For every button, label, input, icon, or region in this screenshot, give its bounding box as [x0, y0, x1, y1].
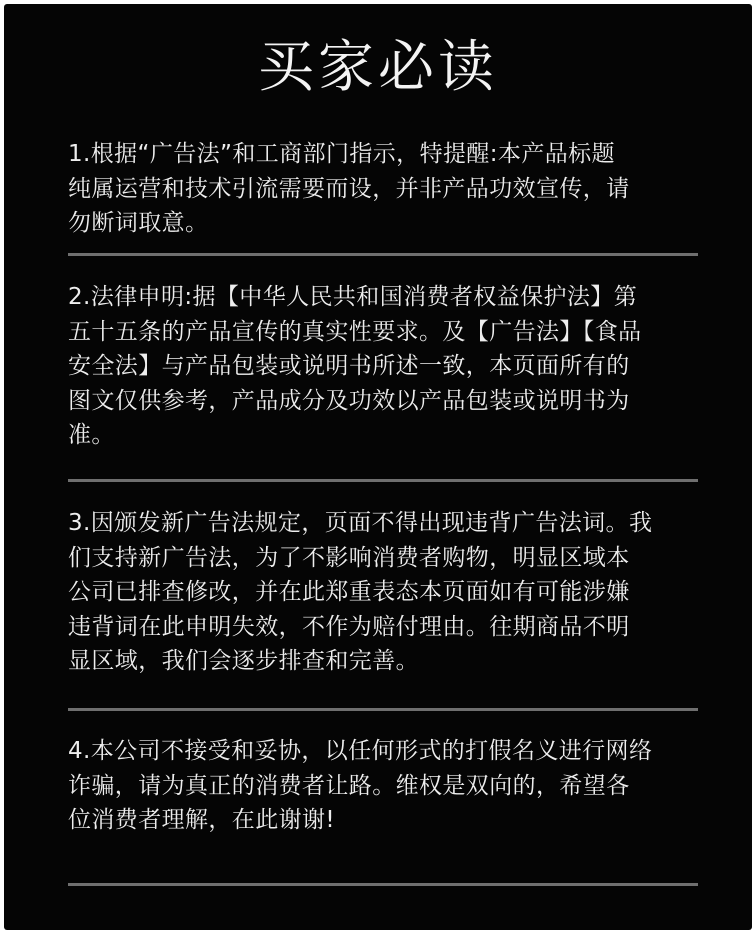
notice-section-2: [68, 280, 718, 453]
notice-line: 勿断词取意。: [68, 210, 209, 236]
notice-line: 五十五条的产品宣传的真实性要求。及【广告法】【食品: [68, 318, 642, 345]
notice-section-1: [68, 137, 718, 241]
section-divider: [68, 883, 698, 886]
notice-line: 诈骗，请为真正的消费者让路。维权是双向的，希望各: [68, 772, 630, 799]
notice-line: 们支持新广告法，为了不影响消费者购物，明显区域本: [68, 544, 630, 571]
section-divider: [68, 253, 698, 256]
section-divider: [68, 479, 698, 482]
notice-line: 显区域，我们会逐步排查和完善。: [68, 648, 419, 674]
notice-section-3: [68, 506, 718, 679]
page-title: 买家必读: [258, 35, 498, 100]
notice-line: 1.根据“广告法”和工商部门指示，特提醒:本产品标题: [68, 141, 615, 167]
notice-line: 公司已排查修改，并在此郑重表态本页面如有可能涉嫌: [68, 579, 630, 605]
notice-line: 纯属运营和技术引流需要而设，并非产品功效宣传，请: [68, 175, 630, 202]
notice-line: 安全法】与产品包装或说明书所述一致，本页面所有的: [68, 353, 630, 379]
notice-line: 图文仅供参考，产品成分及功效以产品包装或说明书为: [68, 387, 630, 414]
notice-line: 2.法律申明:据【中华人民共和国消费者权益保护法】第: [68, 284, 638, 310]
notice-line: 4.本公司不接受和妥协，以任何形式的打假名义进行网络: [68, 738, 653, 764]
notice-line: 违背词在此申明失效，不作为赔付理由。往期商品不明: [68, 613, 630, 640]
notice-line: 位消费者理解，在此谢谢!: [68, 807, 336, 833]
section-divider: [68, 708, 698, 711]
notice-section-4: [68, 734, 718, 838]
notice-line: 准。: [68, 422, 115, 448]
notice-line: 3.因颁发新广告法规定，页面不得出现违背广告法词。我: [68, 510, 653, 536]
